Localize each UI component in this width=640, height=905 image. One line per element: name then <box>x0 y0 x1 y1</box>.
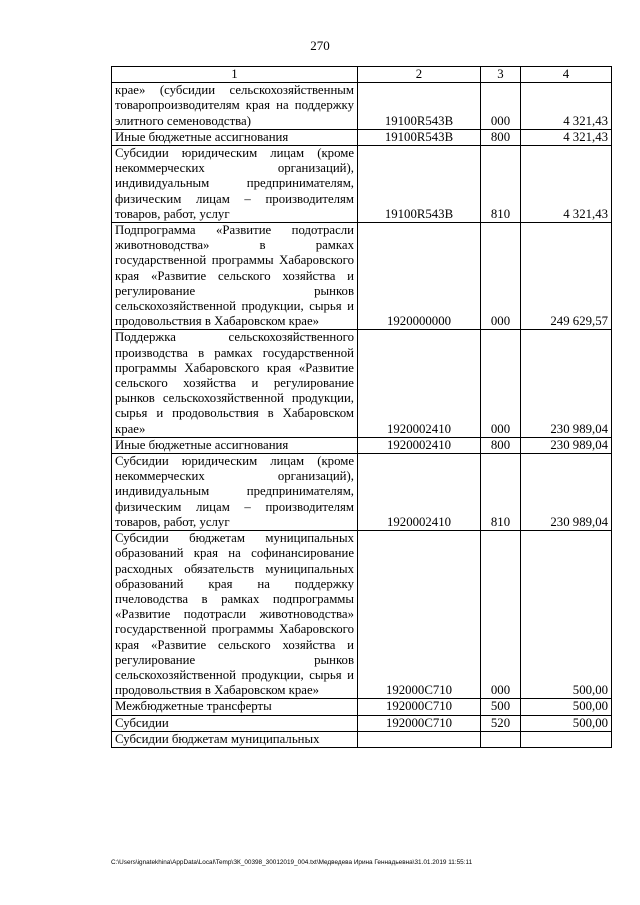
row-name: Субсидии бюджетам муниципальных <box>112 731 358 747</box>
row-expense-type: 000 <box>481 223 521 330</box>
row-code: 19100R543B <box>358 83 481 130</box>
row-amount: 500,00 <box>521 715 612 731</box>
row-code: 1920002410 <box>358 330 481 437</box>
table-row <box>112 129 612 145</box>
page-number: 270 <box>310 38 330 53</box>
file-path-footer: C:\Users\ignatekhina\AppData\Local\Temp\ЗК_00398_30012019_004.txt\Медведева Ирина Геннадьевна\31.01.2019 11:55:11 <box>111 859 473 866</box>
row-code: 192000С710 <box>358 699 481 715</box>
column-header-name: 1 <box>112 67 358 83</box>
row-amount: 4 321,43 <box>521 129 612 145</box>
row-amount <box>521 731 612 747</box>
row-expense-type: 000 <box>481 531 521 699</box>
row-code: 19100R543B <box>358 146 481 223</box>
row-amount: 249 629,57 <box>521 223 612 330</box>
row-code <box>358 731 481 747</box>
row-amount: 230 989,04 <box>521 437 612 453</box>
row-expense-type: 800 <box>481 129 521 145</box>
row-name: Поддержка сельскохозяйственного производства в рамках государственной программы Хабаровского края «Развитие сельского хозяйства и регулирование рынков сельскохозяйственной продукции, сырья и продовольствия в Хабаровском крае» <box>112 330 358 437</box>
table-row <box>112 437 612 453</box>
column-header-expense-type: 3 <box>481 67 521 83</box>
row-amount: 4 321,43 <box>521 83 612 130</box>
row-name: Субсидии юридическим лицам (кроме некоммерческих организаций), индивидуальным предпринимателям, физическим лицам – производителям товаров, работ, услуг <box>112 454 358 531</box>
row-expense-type: 000 <box>481 330 521 437</box>
row-code: 1920002410 <box>358 437 481 453</box>
table-row <box>112 330 612 437</box>
row-name: Подпрограмма «Развитие подотрасли животноводства» в рамках государственной программы Хабаровского края «Развитие сельского хозяйства и регулирование рынков сельскохозяйственной продукции, сырья и продовольствия в Хабаровском крае» <box>112 223 358 330</box>
row-code: 1920000000 <box>358 223 481 330</box>
table-header-row <box>112 67 612 83</box>
table-row <box>112 699 612 715</box>
row-expense-type: 000 <box>481 83 521 130</box>
row-name: крае» (субсидии сельскохозяйственным товаропроизводителям края на поддержку элитного семеноводства) <box>112 83 358 130</box>
table-row <box>112 731 612 747</box>
row-amount: 4 321,43 <box>521 146 612 223</box>
table-row <box>112 146 612 223</box>
table-row <box>112 454 612 531</box>
table-row <box>112 223 612 330</box>
column-header-amount: 4 <box>521 67 612 83</box>
row-amount: 230 989,04 <box>521 330 612 437</box>
row-amount: 500,00 <box>521 699 612 715</box>
row-amount: 500,00 <box>521 531 612 699</box>
column-header-code: 2 <box>358 67 481 83</box>
row-expense-type: 810 <box>481 454 521 531</box>
budget-table <box>111 66 612 748</box>
row-amount: 230 989,04 <box>521 454 612 531</box>
row-expense-type: 500 <box>481 699 521 715</box>
row-name: Иные бюджетные ассигнования <box>112 437 358 453</box>
row-code: 192000С710 <box>358 531 481 699</box>
row-name: Субсидии юридическим лицам (кроме некоммерческих организаций), индивидуальным предпринимателям, физическим лицам – производителям товаров, работ, услуг <box>112 146 358 223</box>
row-code: 1920002410 <box>358 454 481 531</box>
row-name: Субсидии <box>112 715 358 731</box>
table-row <box>112 715 612 731</box>
row-name: Субсидии бюджетам муниципальных образований края на софинансирование расходных обязательств муниципальных образований края на поддержку пчеловодства в рамках подпрограммы «Развитие подотрасли животноводства» государственной программы Хабаровского края «Развитие сельского хозяйства и регулирование рынков сельскохозяйственной продукции, сырья и продовольствия в Хабаровском крае» <box>112 531 358 699</box>
row-expense-type: 810 <box>481 146 521 223</box>
row-name: Иные бюджетные ассигнования <box>112 129 358 145</box>
table-row <box>112 531 612 699</box>
row-expense-type <box>481 731 521 747</box>
row-code: 192000С710 <box>358 715 481 731</box>
row-code: 19100R543B <box>358 129 481 145</box>
row-expense-type: 520 <box>481 715 521 731</box>
table-row <box>112 83 612 130</box>
row-name: Межбюджетные трансферты <box>112 699 358 715</box>
row-expense-type: 800 <box>481 437 521 453</box>
